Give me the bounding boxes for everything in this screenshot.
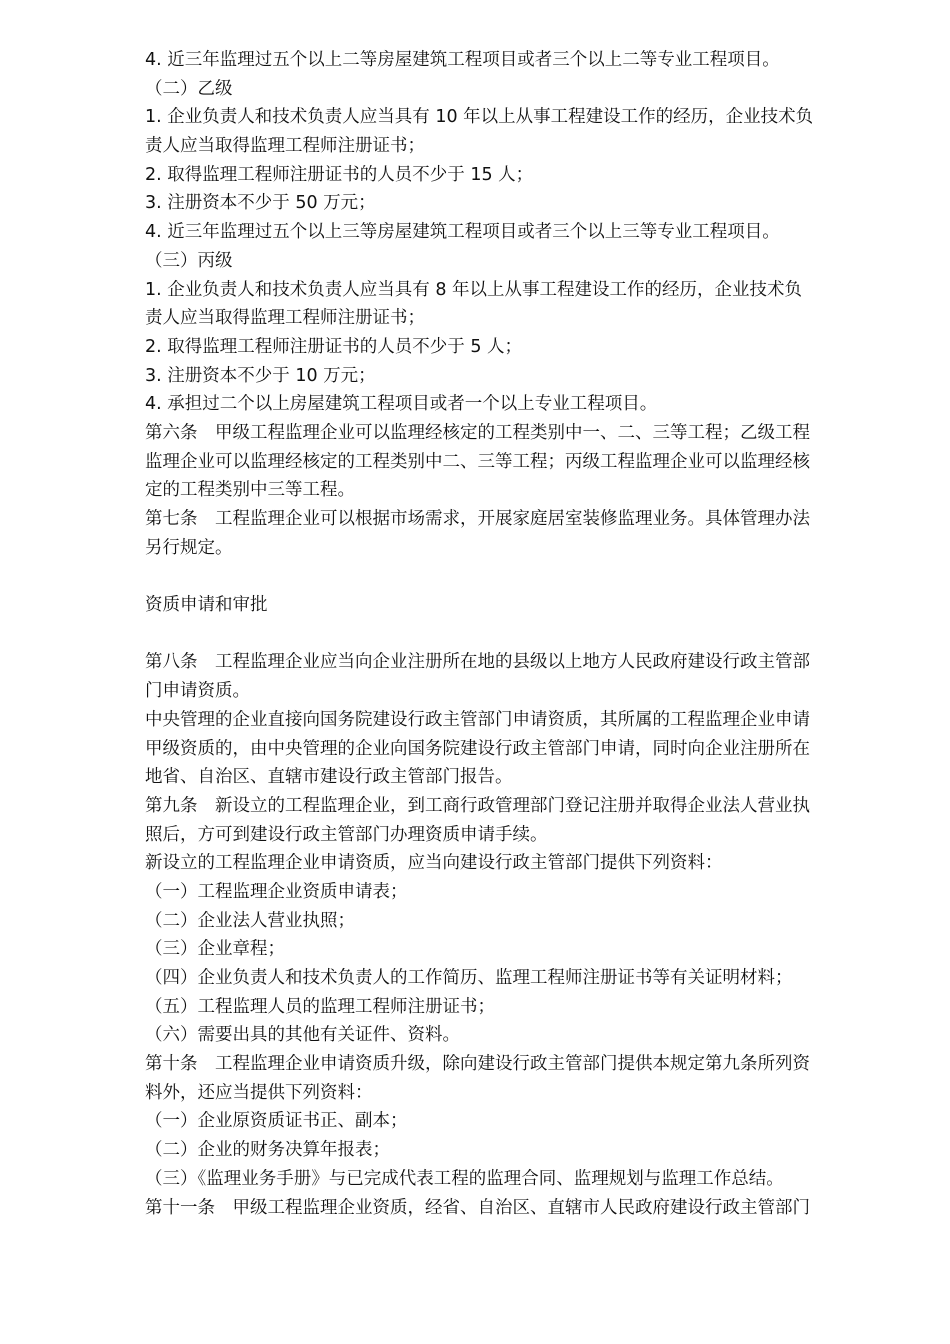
text-line: 责人应当取得监理工程师注册证书； <box>145 136 425 157</box>
text-line: （二）企业法人营业执照； <box>145 910 355 931</box>
text-line: 第六条 甲级工程监理企业可以监理经核定的工程类别中一、二、三等工程；乙级工程 <box>145 422 810 443</box>
section-heading: 资质申请和审批 <box>145 595 268 616</box>
text-line: 4. 近三年监理过五个以上二等房屋建筑工程项目或者三个以上二等专业工程项目。 <box>145 50 780 70</box>
text-line: 新设立的工程监理企业申请资质，应当向建设行政主管部门提供下列资料： <box>145 853 723 874</box>
text-line: （一）工程监理企业资质申请表； <box>145 881 408 902</box>
text-line: 门申请资质。 <box>145 681 250 702</box>
text-line: 1. 企业负责人和技术负责人应当具有 8 年以上从事工程建设工作的经历，企业技术负 <box>145 279 803 300</box>
text-line: （二）企业的财务决算年报表； <box>145 1140 390 1161</box>
text-line: 第九条 新设立的工程监理企业，到工商行政管理部门登记注册并取得企业法人营业执 <box>145 795 810 816</box>
text-line: 3. 注册资本不少于 10 万元； <box>145 365 376 386</box>
text-line: 定的工程类别中三等工程。 <box>145 480 355 501</box>
text-line: 责人应当取得监理工程师注册证书； <box>145 308 425 329</box>
text-line: 1. 企业负责人和技术负责人应当具有 10 年以上从事工程建设工作的经历，企业技术负 <box>145 107 814 128</box>
text-line: （六）需要出具的其他有关证件、资料。 <box>145 1025 460 1046</box>
text-line: （五）工程监理人员的监理工程师注册证书； <box>145 996 495 1017</box>
text-line: 中央管理的企业直接向国务院建设行政主管部门申请资质，其所属的工程监理企业申请 <box>145 709 810 730</box>
text-line: （三）《监理业务手册》与已完成代表工程的监理合同、监理规划与监理工作总结。 <box>145 1168 784 1189</box>
document-body-part1 <box>145 46 880 562</box>
text-line: 2. 取得监理工程师注册证书的人员不少于 5 人； <box>145 336 523 357</box>
text-line: （三）企业章程； <box>145 939 285 960</box>
document-page <box>145 46 880 1222</box>
text-line: 3. 注册资本不少于 50 万元； <box>145 193 376 214</box>
text-line: 第七条 工程监理企业可以根据市场需求，开展家庭居室装修监理业务。具体管理办法 <box>145 509 810 529</box>
text-line: 第八条 工程监理企业应当向企业注册所在地的县级以上地方人民政府建设行政主管部 <box>145 652 810 673</box>
text-line: 照后，方可到建设行政主管部门办理资质申请手续。 <box>145 824 548 845</box>
text-line: （二）乙级 <box>145 78 233 99</box>
text-line: 2. 取得监理工程师注册证书的人员不少于 15 人； <box>145 164 534 185</box>
text-line: 监理企业可以监理经核定的工程类别中二、三等工程；丙级工程监理企业可以监理经核 <box>145 451 810 472</box>
text-line: 料外，还应当提供下列资料： <box>145 1082 373 1103</box>
spacer <box>145 620 880 649</box>
text-line: 4. 近三年监理过五个以上三等房屋建筑工程项目或者三个以上三等专业工程项目。 <box>145 222 780 243</box>
text-line: （四）企业负责人和技术负责人的工作简历、监理工程师注册证书等有关证明材料； <box>145 968 793 988</box>
text-line: 第十条 工程监理企业申请资质升级，除向建设行政主管部门提供本规定第九条所列资 <box>145 1054 810 1075</box>
text-line: 地省、自治区、直辖市建设行政主管部门报告。 <box>145 767 513 788</box>
spacer <box>145 562 880 591</box>
text-line: （一）企业原资质证书正、副本； <box>145 1111 408 1132</box>
text-line: 甲级资质的，由中央管理的企业向国务院建设行政主管部门申请，同时向企业注册所在 <box>145 738 810 759</box>
text-line: 第十一条 甲级工程监理企业资质，经省、自治区、直辖市人民政府建设行政主管部门 <box>145 1197 810 1218</box>
text-line: 4. 承担过二个以上房屋建筑工程项目或者一个以上专业工程项目。 <box>145 394 658 415</box>
text-line: 另行规定。 <box>145 537 233 558</box>
text-line: （三）丙级 <box>145 250 233 271</box>
document-body-part2 <box>145 648 880 1222</box>
